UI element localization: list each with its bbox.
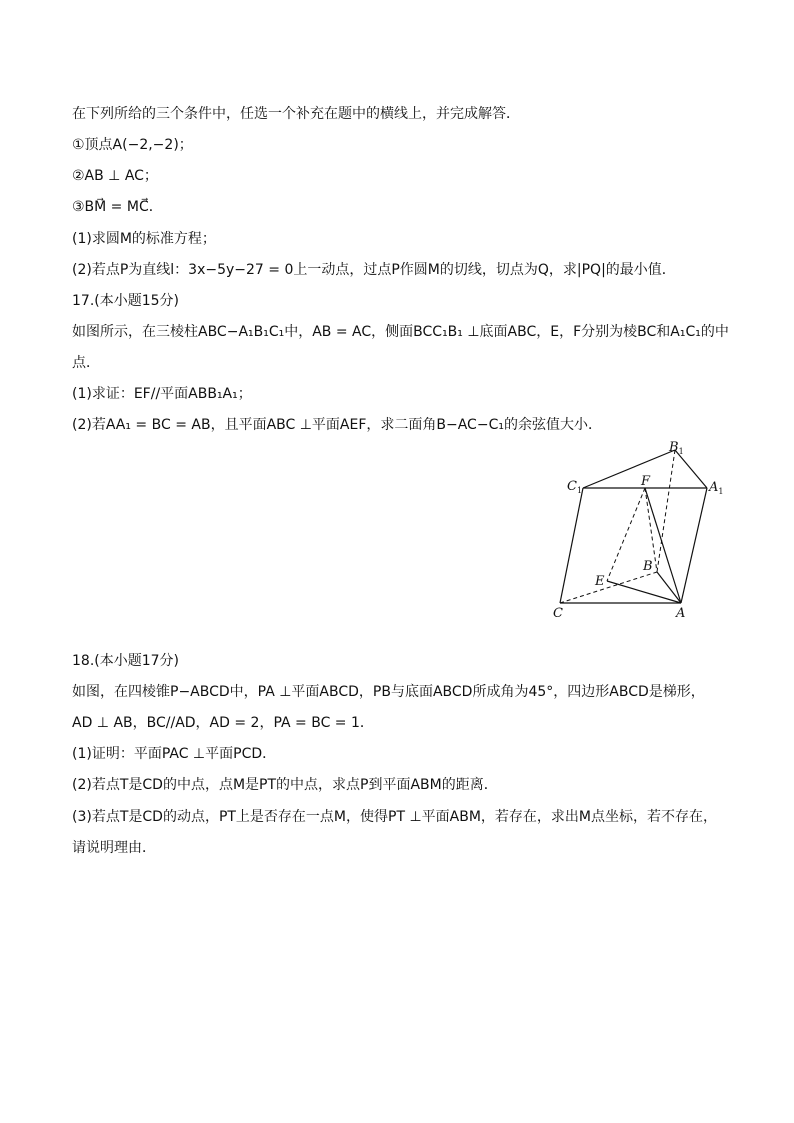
q18-header: 18.(本小题17分): [72, 653, 180, 669]
edge-c1-c: [560, 488, 583, 603]
intro-text: 在下列所给的三个条件中，任选一个补充在题中的横线上，并完成解答．: [72, 106, 520, 122]
q17-stem-line-1: 如图所示，在三棱柱ABC−A₁B₁C₁中，AB = AC，侧面BCC₁B₁ ⊥底面ABC，E，F分别为棱BC和A₁C₁的中: [72, 324, 729, 340]
q18-part-1: (1)证明：平面PAC ⊥平面PCD．: [72, 746, 277, 762]
label-e: E: [595, 574, 605, 589]
edge-a-b: [657, 572, 681, 603]
edge-c1-b1: [583, 450, 675, 488]
label-c: C: [553, 606, 563, 621]
q17-header: 17.(本小题15分): [72, 293, 180, 309]
condition-1: ①顶点A(−2,−2)；: [72, 137, 193, 153]
q18-stem-line-1: 如图，在四棱锥P−ABCD中，PA ⊥平面ABCD，PB与底面ABCD所成角为45°，四边形ABCD是梯形，: [72, 684, 705, 700]
q18-part-2: (2)若点T是CD的中点，点M是PT的中点，求点P到平面ABM的距离．: [72, 777, 498, 793]
label-f: F: [641, 474, 651, 489]
q18-stem-line-2: AD ⊥ AB，BC//AD，AD = 2，PA = BC = 1．: [72, 715, 374, 731]
edge-f-a: [645, 488, 681, 603]
q17-part-1: (1)求证：EF//平面ABB₁A₁；: [72, 386, 252, 402]
q17-part-2: (2)若AA₁ = BC = AB，且平面ABC ⊥平面AEF，求二面角B−AC−C₁的余弦值大小．: [72, 417, 602, 433]
q18-part-3-line-1: (3)若点T是CD的动点，PT上是否存在一点M，使得PT ⊥平面ABM，若存在，求出M点坐标，若不存在，: [72, 809, 717, 825]
q17-stem-line-2: 点．: [72, 355, 100, 371]
q16-part-1: (1)求圆M的标准方程；: [72, 231, 216, 247]
edge-a1-a: [681, 488, 707, 603]
edge-f-e: [607, 488, 645, 581]
label-b1: $B_1$: [669, 440, 684, 456]
label-a: A: [676, 606, 686, 621]
prism-figure: [545, 438, 735, 628]
q16-part-2: (2)若点P为直线l：3x−5y−27 = 0上一动点，过点P作圆M的切线，切点为Q，求|PQ|的最小值．: [72, 262, 676, 278]
q18-part-3-line-2: 请说明理由．: [72, 840, 156, 856]
condition-3: ③BM⃗ = MC⃗．: [72, 199, 163, 215]
label-b: B: [643, 559, 653, 574]
prism-diagram: [545, 438, 735, 628]
edge-c-b: [560, 572, 657, 603]
label-c1: $C_1$: [567, 479, 583, 495]
edge-a-e: [607, 581, 681, 603]
label-a1: $A_1$: [709, 480, 724, 496]
condition-2: ②AB ⊥ AC；: [72, 168, 158, 184]
